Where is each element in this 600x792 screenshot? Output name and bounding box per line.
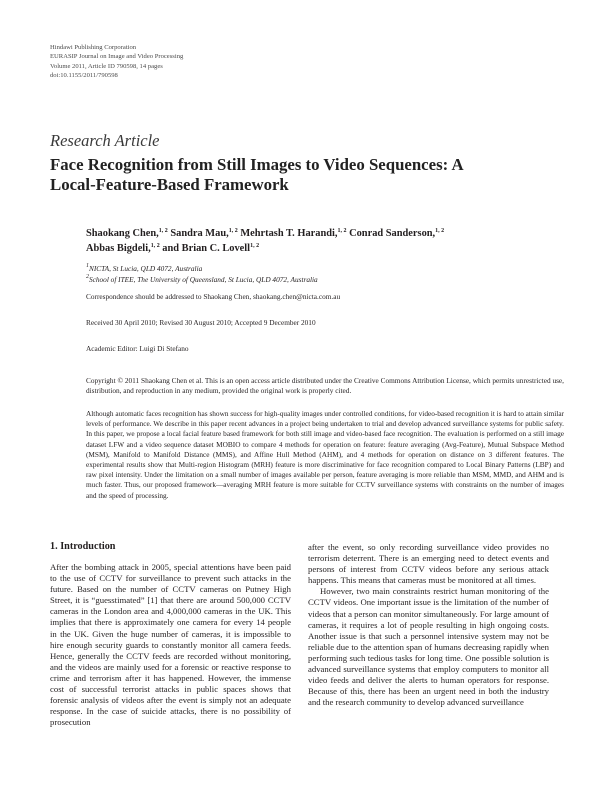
body-column-left: [50, 562, 291, 728]
author-name: Sandra Mau,: [170, 228, 229, 239]
paragraph: However, two main constraints restrict human monitoring of the CCTV videos. One important issue is the limitation of the number of videos that a person can monitor simultaneously. For large amount of cameras, it requires a lot of people resulting in high ongoing costs. Another issue is that such a personnel intensive system may not be reliable due to the attention span of humans decreasing rapidly when performing such tedious tasks for long time. One possible solution is advanced surveillance systems that employ computers to monitor all video feeds and deliver the alerts to human operators for response. Because of this, there has been an urgent need in both the industry and the research community to develop advanced surveillance: [308, 586, 549, 708]
section-heading-introduction: 1. Introduction: [50, 541, 116, 552]
body-column-right: [308, 542, 549, 708]
article-type: Research Article: [50, 131, 160, 150]
affiliation-text: School of ITEE, The University of Queensland, St Lucia, QLD 4072, Australia: [89, 275, 318, 284]
affiliation-1: [86, 263, 318, 274]
paragraph: after the event, so only recording surveillance video provides no terrorism deterrent. There is an emerging need to detect events and persons of interest from CCTV videos before any serious attack happens. This means that cameras must be monitored at all times.: [308, 542, 549, 586]
publisher-name: Hindawi Publishing Corporation: [50, 44, 137, 51]
author-affil-mark: 1, 2: [435, 228, 445, 234]
author-affil-mark: 1, 2: [228, 228, 238, 234]
author-line-1: [86, 226, 566, 241]
author-name: and Brian C. Lovell: [162, 243, 251, 254]
publisher-info: [50, 43, 183, 80]
author-affil-mark: 1, 2: [150, 243, 160, 249]
correspondence: Correspondence should be addressed to Shaokang Chen, shaokang.chen@nicta.com.au: [86, 292, 341, 301]
affiliation-text: NICTA, St Lucia, QLD 4072, Australia: [89, 264, 203, 273]
abstract: Although automatic faces recognition has shown success for high-quality images under controlled conditions, for video-based recognition it is hard to attain similar levels of performance. We describe in this paper recent advances in a project being undertaken to trial and develop advanced surveillance systems for public safety. In this paper, we propose a local facial feature based framework for both still image and video-based face recognition. The evaluation is performed on a still image dataset LFW and a video sequence dataset MOBIO to compare 4 methods for operation on feature: feature averaging (Avg-Feature), Mutual Subspace Method (MSM), Manifold to Manifold Distance (MMS), and Affine Hull Method (AHM), and 4 methods for operation on distance on 3 different features. The experimental results show that Multi-region Histogram (MRH) feature is more discriminative for face recognition compared to Local Binary Patterns (LBP) and raw pixel intensity. Under the limitation on a small number of images available per person, feature averaging is more reliable than MSM, MMD, and AHM and is much faster. Thus, our proposed framework—averaging MRH feature is more suitable for CCTV surveillance systems with constraints on the number of images and the speed of processing.: [86, 409, 564, 500]
author-affil-mark: 1, 2: [250, 243, 260, 249]
author-list: [86, 226, 566, 256]
author-name: Mehrtash T. Harandi,: [240, 228, 338, 239]
received-dates: Received 30 April 2010; Revised 30 August 2010; Accepted 9 December 2010: [86, 318, 316, 327]
author-name: Abbas Bigdeli,: [86, 243, 151, 254]
paragraph: After the bombing attack in 2005, special attentions have been paid to the use of CCTV for surveillance to prevent such attacks in the future. Based on the number of CCTV cameras on Putney High Street, it is “guesstimated” [1] that there are around 500,000 CCTV cameras in the London area and 4,000,000 cameras in the UK. This implies that there is approximately one camera for every 14 people in the UK. Given the huge number of cameras, it is impossible to hire enough security guards to constantly monitor all camera feeds. Hence, generally the CCTV feeds are recorded without monitoring, and the videos are mainly used for a forensic or reactive response to crime and terrorism after it has happened. However, the immense cost of successful terrorist attacks in public spaces shows that forensic analysis of videos after the event is simply not an adequate response. In the case of suicide attacks, there is no possibility of prosecution: [50, 562, 291, 728]
affiliation-2: [86, 274, 318, 285]
author-name: Shaokang Chen,: [86, 228, 159, 239]
author-line-2: [86, 241, 566, 256]
affiliation-mark: 1: [86, 263, 89, 269]
paper-title: [50, 155, 570, 195]
author-name: Conrad Sanderson,: [349, 228, 436, 239]
title-line-2: Local-Feature-Based Framework: [50, 175, 289, 194]
affiliations: [86, 263, 318, 285]
academic-editor: Academic Editor: Luigi Di Stefano: [86, 344, 189, 353]
title-line-1: Face Recognition from Still Images to Video Sequences: A: [50, 155, 464, 174]
journal-name: EURASIP Journal on Image and Video Processing: [50, 53, 184, 61]
doi: doi:10.1155/2011/790598: [50, 71, 118, 79]
author-affil-mark: 1, 2: [337, 228, 347, 234]
affiliation-mark: 2: [86, 274, 89, 280]
copyright-notice: Copyright © 2011 Shaokang Chen et al. This is an open access article distributed under the Creative Commons Attribution License, which permits unrestricted use, distribution, and reproduction in any medium, provided the original work is properly cited.: [86, 376, 564, 396]
author-affil-mark: 1, 2: [158, 228, 168, 234]
volume-info: Volume 2011, Article ID 790598, 14 pages: [50, 62, 163, 70]
